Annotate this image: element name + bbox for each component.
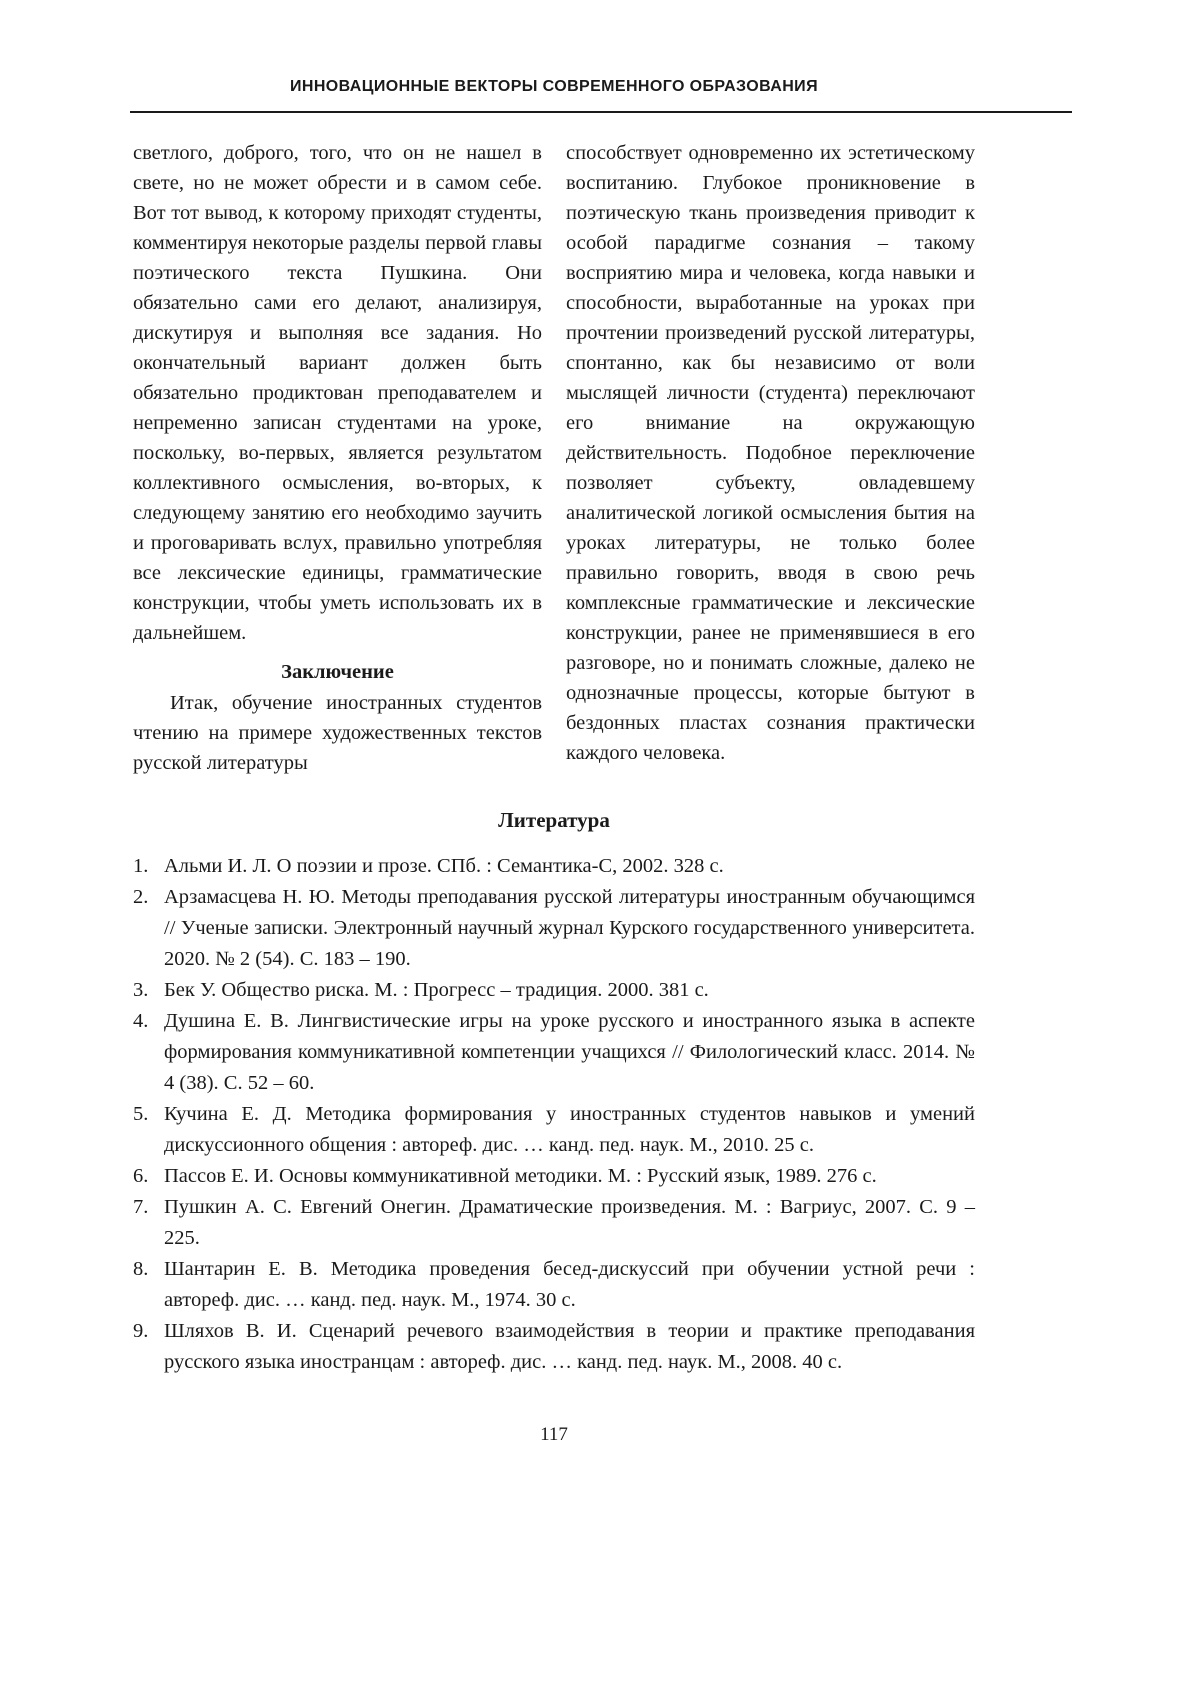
conclusion-paragraph: Итак, обучение иностранных студентов чтению на примере художественных текстов русской литературы [133,692,542,774]
header-rule [130,111,1072,113]
two-column-body [133,138,975,778]
conclusion-heading: Заключение [281,661,394,683]
reference-item [133,1006,975,1099]
reference-item [133,1192,975,1254]
reference-text: Кучина Е. Д. Методика формирования у иностранных студентов навыков и умений дискуссионного общения : автореф. дис. … канд. пед. наук. М., 2010. 25 с. [164,1103,975,1156]
reference-number: 6. [133,1165,149,1187]
running-header: ИННОВАЦИОННЫЕ ВЕКТОРЫ СОВРЕМЕННОГО ОБРАЗОВАНИЯ [290,78,818,95]
reference-item [133,1316,975,1378]
reference-number: 5. [133,1103,149,1125]
references-heading: Литература [498,808,610,832]
reference-item [133,1254,975,1316]
reference-text: Душина Е. В. Лингвистические игры на уроке русского и иностранного языка в аспекте формирования коммуникативной компетенции учащихся // Филологический класс. 2014. № 4 (38). С. 52 – 60. [164,1010,975,1094]
reference-item [133,975,975,1006]
reference-text: Альми И. Л. О поэзии и прозе. СПб. : Семантика-С, 2002. 328 с. [164,855,724,877]
reference-text: Шляхов В. И. Сценарий речевого взаимодействия в теории и практике преподавания русского языка иностранцам : автореф. дис. … канд. пед. наук. М., 2008. 40 с. [164,1320,975,1373]
right-column [566,138,975,778]
reference-number: 3. [133,979,149,1001]
reference-item [133,882,975,975]
reference-number: 9. [133,1320,149,1342]
reference-number: 1. [133,855,149,877]
reference-item [133,1161,975,1192]
reference-text: Шантарин Е. В. Методика проведения бесед-дискуссий при обучении устной речи : автореф. дис. … канд. пед. наук. М., 1974. 30 с. [164,1258,975,1311]
reference-number: 8. [133,1258,149,1280]
page-content [133,138,975,1378]
page-number: 117 [540,1424,568,1445]
left-column [133,138,542,778]
reference-list [133,851,975,1378]
reference-item [133,1099,975,1161]
reference-number: 7. [133,1196,149,1218]
reference-text: Бек У. Общество риска. М. : Прогресс – традиция. 2000. 381 с. [164,979,709,1001]
body-paragraph-continuation: способствует одновременно их эстетическому воспитанию. Глубокое проникновение в поэтическую ткань произведения приводит к особой парадигме сознания – такому восприятию мира и человека, когда навыки и способности, выработанные на уроках при прочтении произведений русской литературы, спонтанно, как бы независимо от воли мыслящей личности (студента) переключают его внимание на окружающую действительность. Подобное переключение позволяет субъекту, овладевшему аналитической логикой осмысления бытия на уроках литературы, не только более правильно говорить, вводя в свою речь комплексные грамматические и лексические конструкции, ранее не применявшиеся в его разговоре, но и понимать сложные, далеко не однозначные процессы, которые бытуют в бездонных пластах сознания практически каждого человека. [566,142,975,764]
reference-item [133,851,975,882]
reference-number: 4. [133,1010,149,1032]
reference-number: 2. [133,886,149,908]
reference-text: Пассов Е. И. Основы коммуникативной методики. М. : Русский язык, 1989. 276 с. [164,1165,877,1187]
reference-text: Пушкин А. С. Евгений Онегин. Драматические произведения. М. : Вагриус, 2007. С. 9 – 225. [164,1196,975,1249]
body-paragraph-continuation: светлого, доброго, того, что он не нашел в свете, но не может обрести и в самом себе. Вот тот вывод, к которому приходят студенты, комментируя некоторые разделы первой главы поэтического текста Пушкина. Они обязательно сами его делают, анализируя, дискутируя и выполняя все задания. Но окончательный вариант должен быть обязательно продиктован преподавателем и непременно записан студентами на уроке, поскольку, во-первых, является результатом коллективного осмысления, во-вторых, к следующему занятию его необходимо заучить и проговаривать вслух, правильно употребляя все лексические единицы, грамматические конструкции, чтобы уметь использовать их в дальнейшем. [133,142,542,644]
reference-text: Арзамасцева Н. Ю. Методы преподавания русской литературы иностранным обучающимся // Ученые записки. Электронный научный журнал Курского государственного университета. 2020. № 2 (54). С. 183 – 190. [164,886,975,970]
